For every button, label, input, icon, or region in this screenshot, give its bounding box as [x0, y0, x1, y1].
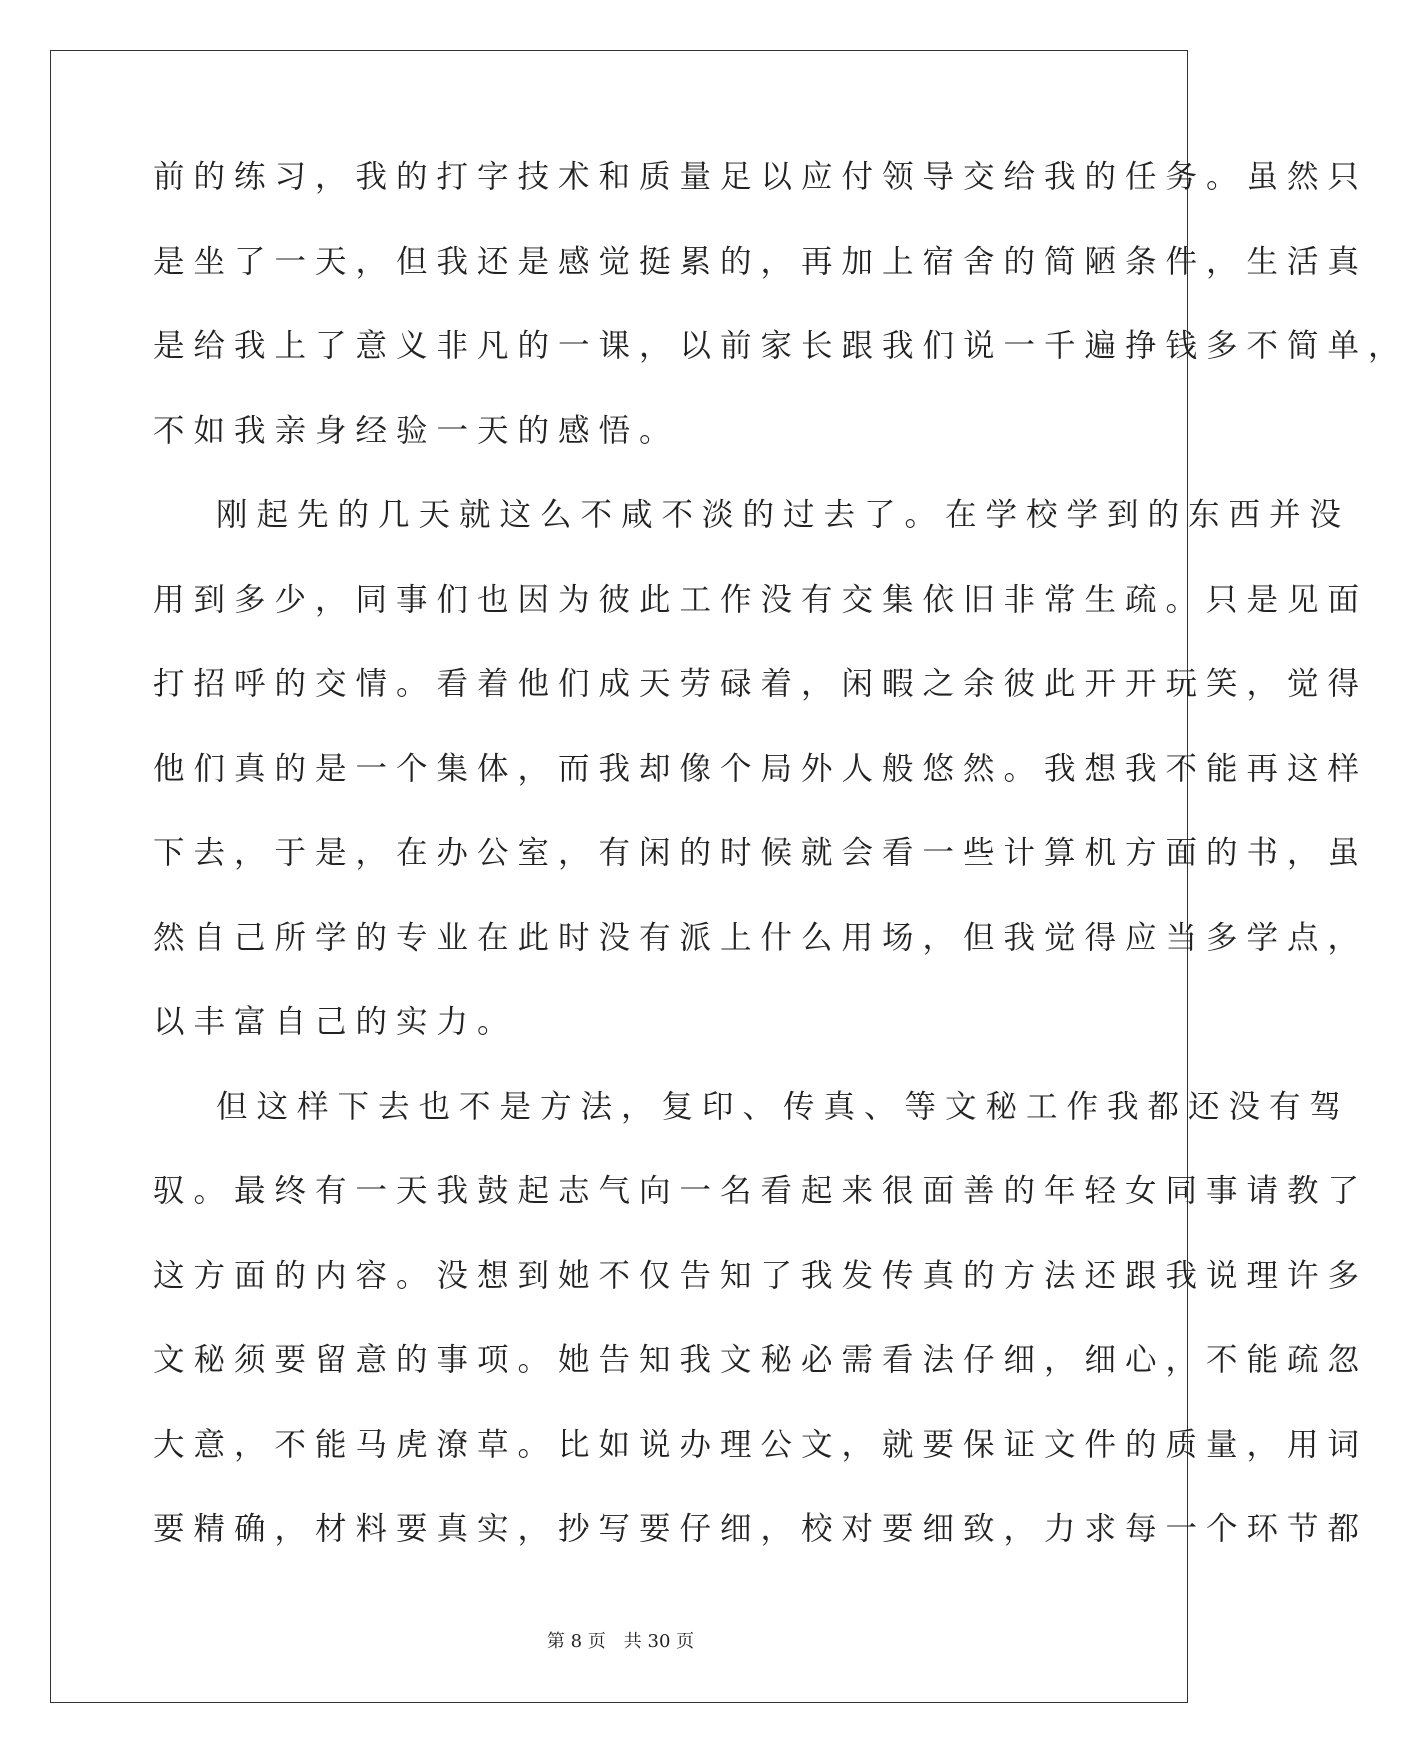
text-line: 下去，于是，在办公室，有闲的时候就会看一些计算机方面的书，虽 — [153, 835, 1369, 871]
text-line: 他们真的是一个集体，而我却像个局外人般悠然。我想我不能再这样 — [153, 750, 1369, 787]
text-line: 大意，不能马虎潦草。比如说办理公文，就要保证文件的质量，用词 — [153, 1426, 1369, 1463]
text-line: 是给我上了意义非凡的一课，以前家长跟我们说一千遍挣钱多不简单， — [153, 328, 1409, 364]
text-line: 以丰富自己的实力。 — [153, 1004, 518, 1040]
text-line: 前的练习，我的打字技术和质量足以应付领导交给我的任务。虽然只 — [153, 159, 1369, 195]
text-line: 用到多少，同事们也因为彼此工作没有交集依旧非常生疏。只是见面 — [153, 581, 1369, 618]
page-number-footer: 第 8 页 共 30 页 — [546, 1631, 695, 1652]
text-line: 驭。最终有一天我鼓起志气向一名看起来很面善的年轻女同事请教了 — [153, 1173, 1369, 1209]
paragraph-first-line: 刚起先的几天就这么不咸不淡的过去了。在学校学到的东西并没 — [216, 497, 1351, 533]
text-line: 不如我亲身经验一天的感悟。 — [153, 412, 680, 449]
text-line: 打招呼的交情。看着他们成天劳碌着，闲暇之余彼此开开玩笑，觉得 — [153, 666, 1369, 702]
text-line: 然自己所学的专业在此时没有派上什么用场，但我觉得应当多学点， — [153, 919, 1369, 956]
paragraph-first-line: 但这样下去也不是方法，复印、传真、等文秘工作我都还没有驾 — [216, 1088, 1351, 1125]
text-line: 要精确，材料要真实，抄写要仔细，校对要细致，力求每一个环节都 — [153, 1511, 1369, 1547]
document-body — [153, 159, 1409, 1597]
text-line: 文秘须要留意的事项。她告知我文秘必需看法仔细，细心，不能疏忽 — [153, 1342, 1369, 1378]
text-line: 是坐了一天，但我还是感觉挺累的，再加上宿舍的简陋条件，生活真 — [153, 243, 1369, 280]
text-line: 这方面的内容。没想到她不仅告知了我发传真的方法还跟我说理许多 — [153, 1257, 1369, 1294]
